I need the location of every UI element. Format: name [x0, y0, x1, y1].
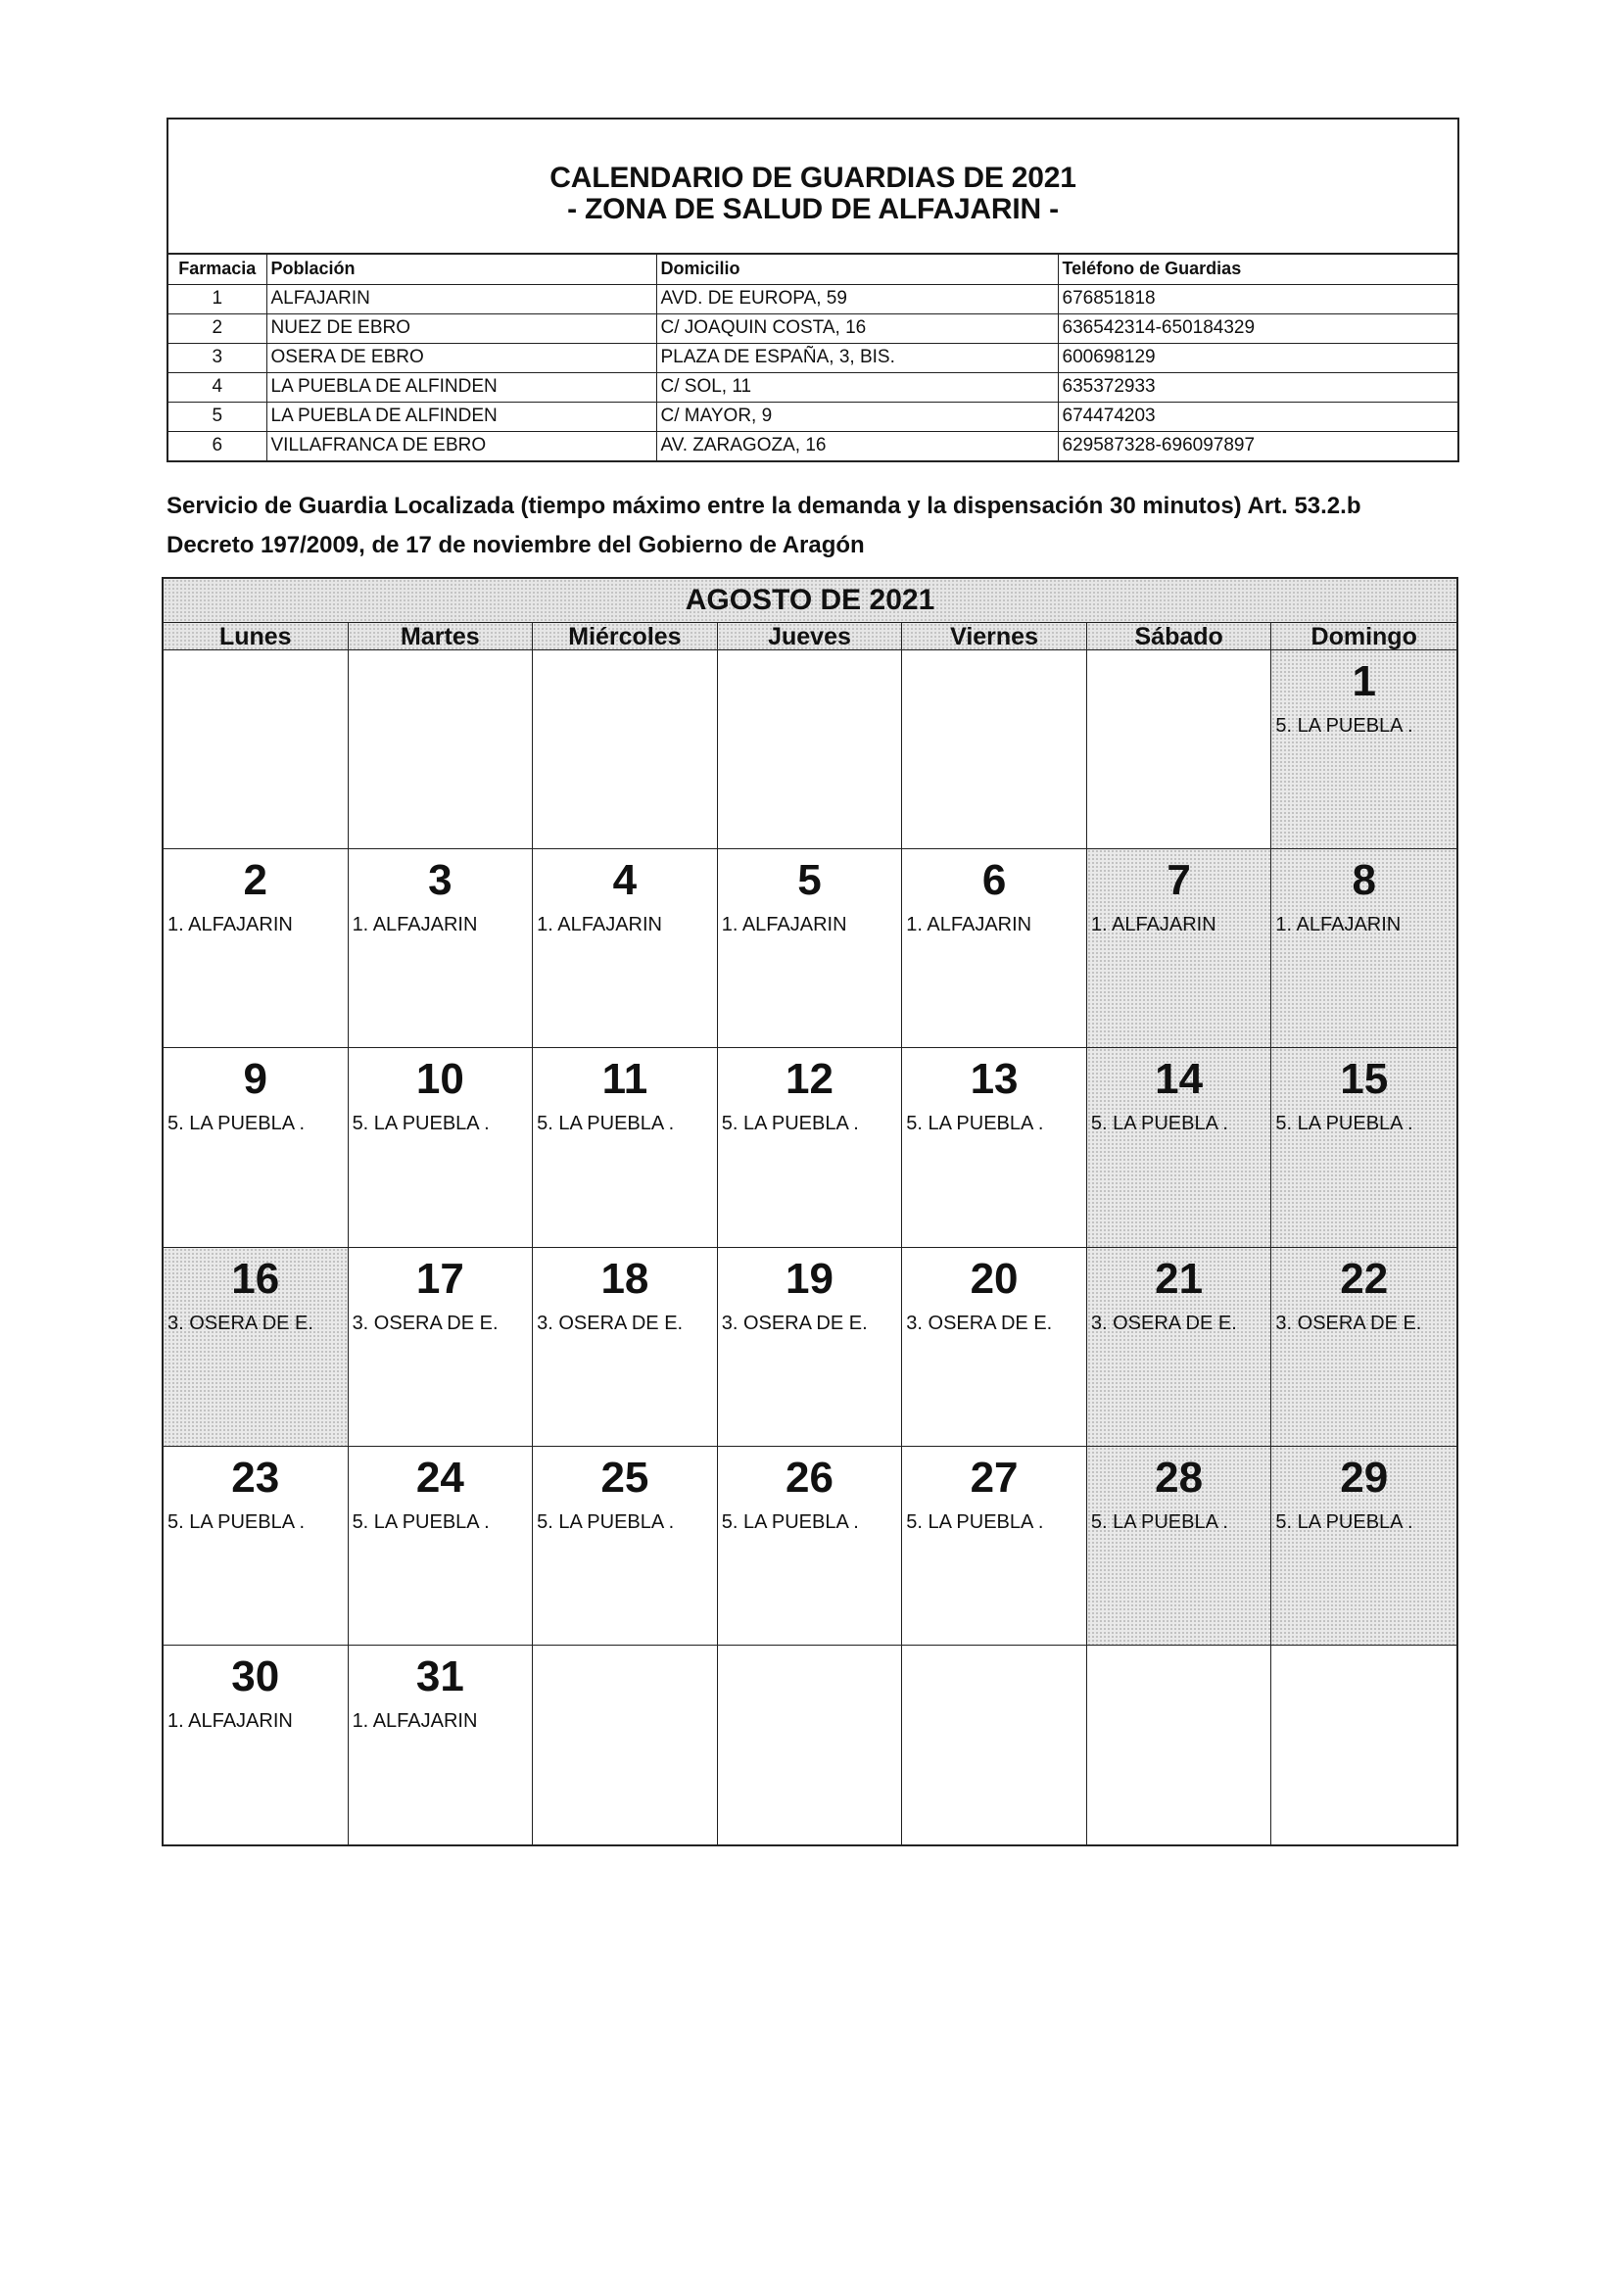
calendar-day-cell [533, 1048, 718, 1247]
duty-pharmacy: 5. LA PUEBLA . [721, 1510, 859, 1533]
cell-telefono: 636542314-650184329 [1058, 313, 1457, 343]
table-row [168, 313, 1457, 343]
duty-pharmacy: 1. ALFAJARIN [167, 914, 293, 936]
calendar-day-cell [1087, 1048, 1272, 1247]
calendar-day-cell [718, 849, 903, 1048]
day-number: 25 [600, 1453, 649, 1502]
duty-pharmacy: 1. ALFAJARIN [352, 1709, 478, 1732]
calendar-day-cell [533, 1646, 718, 1844]
cell-poblacion: OSERA DE EBRO [266, 343, 656, 372]
duty-pharmacy: 5. LA PUEBLA . [906, 1510, 1044, 1533]
calendar-day-cell [1087, 650, 1272, 849]
day-number: 3 [428, 856, 453, 905]
duty-calendar [162, 577, 1458, 1846]
calendar-day-cell [349, 1048, 534, 1247]
cell-telefono: 674474203 [1058, 402, 1457, 431]
day-number: 5 [797, 856, 822, 905]
calendar-day-cell [902, 849, 1087, 1048]
calendar-day-cell [902, 1248, 1087, 1447]
day-number: 19 [786, 1254, 834, 1303]
calendar-day-cell [1271, 650, 1456, 849]
calendar-day-cell [349, 1447, 534, 1646]
cell-farmacia: 6 [168, 431, 266, 460]
duty-pharmacy: 5. LA PUEBLA . [167, 1510, 306, 1533]
day-number: 1 [1352, 657, 1376, 705]
column-header-telefono: Teléfono de Guardias [1058, 255, 1457, 284]
duty-pharmacy: 5. LA PUEBLA . [352, 1113, 490, 1135]
calendar-day-cell [164, 1447, 349, 1646]
calendar-day-cell [902, 1646, 1087, 1844]
table-row [168, 372, 1457, 402]
calendar-day-cell [1271, 849, 1456, 1048]
weekday-header: Sábado [1087, 623, 1272, 649]
day-number: 30 [231, 1651, 280, 1700]
day-number: 29 [1340, 1453, 1389, 1502]
day-number: 6 [981, 856, 1007, 905]
duty-pharmacy: 3. OSERA DE E. [167, 1312, 313, 1334]
cell-telefono: 629587328-696097897 [1058, 431, 1457, 460]
calendar-day-cell [533, 849, 718, 1048]
duty-pharmacy: 1. ALFAJARIN [167, 1709, 293, 1732]
table-row [168, 431, 1457, 460]
service-note-line-2: Decreto 197/2009, de 17 de noviembre del Gobierno de Aragón [167, 532, 865, 558]
duty-pharmacy: 5. LA PUEBLA . [1275, 1510, 1413, 1533]
day-number: 21 [1155, 1254, 1204, 1303]
cell-domicilio: C/ SOL, 11 [656, 372, 1058, 402]
weekday-header: Martes [349, 623, 534, 649]
calendar-day-cell [533, 1248, 718, 1447]
cell-poblacion: NUEZ DE EBRO [266, 313, 656, 343]
duty-pharmacy: 5. LA PUEBLA . [721, 1113, 859, 1135]
table-row [168, 343, 1457, 372]
weekday-header: Miércoles [533, 623, 718, 649]
day-number: 26 [786, 1453, 834, 1502]
day-number: 10 [415, 1055, 464, 1104]
table-row [168, 402, 1457, 431]
duty-pharmacy: 5. LA PUEBLA . [906, 1113, 1044, 1135]
calendar-day-cell [1271, 1048, 1456, 1247]
day-number: 27 [970, 1453, 1019, 1502]
cell-domicilio: C/ MAYOR, 9 [656, 402, 1058, 431]
calendar-day-cell [164, 1646, 349, 1844]
cell-domicilio: AVD. DE EUROPA, 59 [656, 284, 1058, 313]
column-header-poblacion: Población [266, 255, 656, 284]
cell-telefono: 600698129 [1058, 343, 1457, 372]
calendar-day-cell [718, 650, 903, 849]
weekday-header: Jueves [718, 623, 903, 649]
service-note-line-1: Servicio de Guardia Localizada (tiempo máximo entre la demanda y la dispensación 30 minutos) Art. 53.2.b [167, 493, 1361, 519]
calendar-day-cell [1087, 849, 1272, 1048]
duty-pharmacy: 3. OSERA DE E. [906, 1312, 1053, 1334]
calendar-day-cell [1271, 1248, 1456, 1447]
day-number: 20 [970, 1254, 1019, 1303]
weekday-header: Domingo [1271, 623, 1456, 649]
calendar-day-cell [718, 1447, 903, 1646]
duty-pharmacy: 5. LA PUEBLA . [1275, 715, 1413, 737]
day-number: 7 [1167, 856, 1191, 905]
day-number: 22 [1340, 1254, 1389, 1303]
cell-farmacia: 3 [168, 343, 266, 372]
duty-pharmacy: 5. LA PUEBLA . [167, 1113, 306, 1135]
title-line-1: CALENDARIO DE GUARDIAS DE 2021 [549, 162, 1076, 194]
column-header-domicilio: Domicilio [656, 255, 1058, 284]
cell-farmacia: 5 [168, 402, 266, 431]
duty-pharmacy: 3. OSERA DE E. [537, 1312, 684, 1334]
calendar-day-cell [902, 1447, 1087, 1646]
calendar-day-cell [902, 650, 1087, 849]
cell-poblacion: LA PUEBLA DE ALFINDEN [266, 372, 656, 402]
day-number: 13 [970, 1055, 1019, 1104]
duty-pharmacy: 5. LA PUEBLA . [537, 1113, 675, 1135]
day-number: 28 [1155, 1453, 1204, 1502]
duty-pharmacy: 1. ALFAJARIN [537, 914, 662, 936]
duty-pharmacy: 1. ALFAJARIN [1275, 914, 1402, 936]
duty-pharmacy: 5. LA PUEBLA . [537, 1510, 675, 1533]
calendar-day-cell [164, 849, 349, 1048]
duty-pharmacy: 1. ALFAJARIN [906, 914, 1032, 936]
duty-pharmacy: 1. ALFAJARIN [1090, 914, 1216, 936]
day-number: 18 [600, 1254, 649, 1303]
duty-pharmacy: 5. LA PUEBLA . [1090, 1113, 1228, 1135]
day-number: 9 [243, 1055, 268, 1104]
duty-pharmacy: 1. ALFAJARIN [721, 914, 847, 936]
calendar-day-cell [718, 1048, 903, 1247]
duty-pharmacy: 3. OSERA DE E. [1090, 1312, 1237, 1334]
duty-pharmacy: 5. LA PUEBLA . [1275, 1113, 1413, 1135]
cell-telefono: 676851818 [1058, 284, 1457, 313]
calendar-day-cell [164, 1048, 349, 1247]
day-number: 16 [231, 1254, 280, 1303]
cell-domicilio: PLAZA DE ESPAÑA, 3, BIS. [656, 343, 1058, 372]
calendar-day-cell [1087, 1646, 1272, 1844]
calendar-day-cell [1087, 1248, 1272, 1447]
calendar-day-cell [718, 1248, 903, 1447]
calendar-day-cell [718, 1646, 903, 1844]
duty-pharmacy: 1. ALFAJARIN [352, 914, 478, 936]
calendar-day-cell [349, 849, 534, 1048]
calendar-grid [164, 649, 1456, 1844]
day-number: 8 [1352, 856, 1376, 905]
calendar-month-title: AGOSTO DE 2021 [164, 579, 1456, 622]
cell-poblacion: ALFAJARIN [266, 284, 656, 313]
cell-telefono: 635372933 [1058, 372, 1457, 402]
calendar-day-cell [1271, 1447, 1456, 1646]
duty-pharmacy: 5. LA PUEBLA . [1090, 1510, 1228, 1533]
calendar-day-cell [349, 1248, 534, 1447]
calendar-day-cell [349, 650, 534, 849]
day-number: 12 [786, 1055, 834, 1104]
cell-poblacion: LA PUEBLA DE ALFINDEN [266, 402, 656, 431]
weekday-header: Viernes [902, 623, 1087, 649]
cell-poblacion: VILLAFRANCA DE EBRO [266, 431, 656, 460]
day-number: 15 [1340, 1055, 1389, 1104]
table-row [168, 284, 1457, 313]
duty-pharmacy: 3. OSERA DE E. [352, 1312, 499, 1334]
weekday-header-row [164, 622, 1456, 649]
calendar-day-cell [902, 1048, 1087, 1247]
cell-domicilio: C/ JOAQUIN COSTA, 16 [656, 313, 1058, 343]
calendar-day-cell [533, 1447, 718, 1646]
calendar-day-cell [349, 1646, 534, 1844]
day-number: 31 [415, 1651, 464, 1700]
duty-pharmacy: 3. OSERA DE E. [721, 1312, 868, 1334]
weekday-header: Lunes [164, 623, 349, 649]
day-number: 24 [415, 1453, 464, 1502]
cell-domicilio: AV. ZARAGOZA, 16 [656, 431, 1058, 460]
cell-farmacia: 4 [168, 372, 266, 402]
calendar-day-cell [1087, 1447, 1272, 1646]
pharmacy-table [168, 255, 1457, 460]
day-number: 17 [415, 1254, 464, 1303]
pharmacy-table-header [168, 255, 1457, 284]
pharmacy-section [167, 118, 1459, 462]
duty-pharmacy: 3. OSERA DE E. [1275, 1312, 1422, 1334]
calendar-day-cell [164, 1248, 349, 1447]
cell-farmacia: 2 [168, 313, 266, 343]
calendar-day-cell [1271, 1646, 1456, 1844]
day-number: 23 [231, 1453, 280, 1502]
day-number: 4 [612, 856, 638, 905]
cell-farmacia: 1 [168, 284, 266, 313]
title-line-2: - ZONA DE SALUD DE ALFAJARIN - [567, 193, 1059, 225]
duty-pharmacy: 5. LA PUEBLA . [352, 1510, 490, 1533]
calendar-day-cell [164, 650, 349, 849]
document-title [168, 120, 1457, 255]
day-number: 2 [243, 856, 268, 905]
column-header-farmacia: Farmacia [168, 255, 266, 284]
day-number: 11 [601, 1055, 648, 1104]
day-number: 14 [1155, 1055, 1204, 1104]
calendar-day-cell [533, 650, 718, 849]
